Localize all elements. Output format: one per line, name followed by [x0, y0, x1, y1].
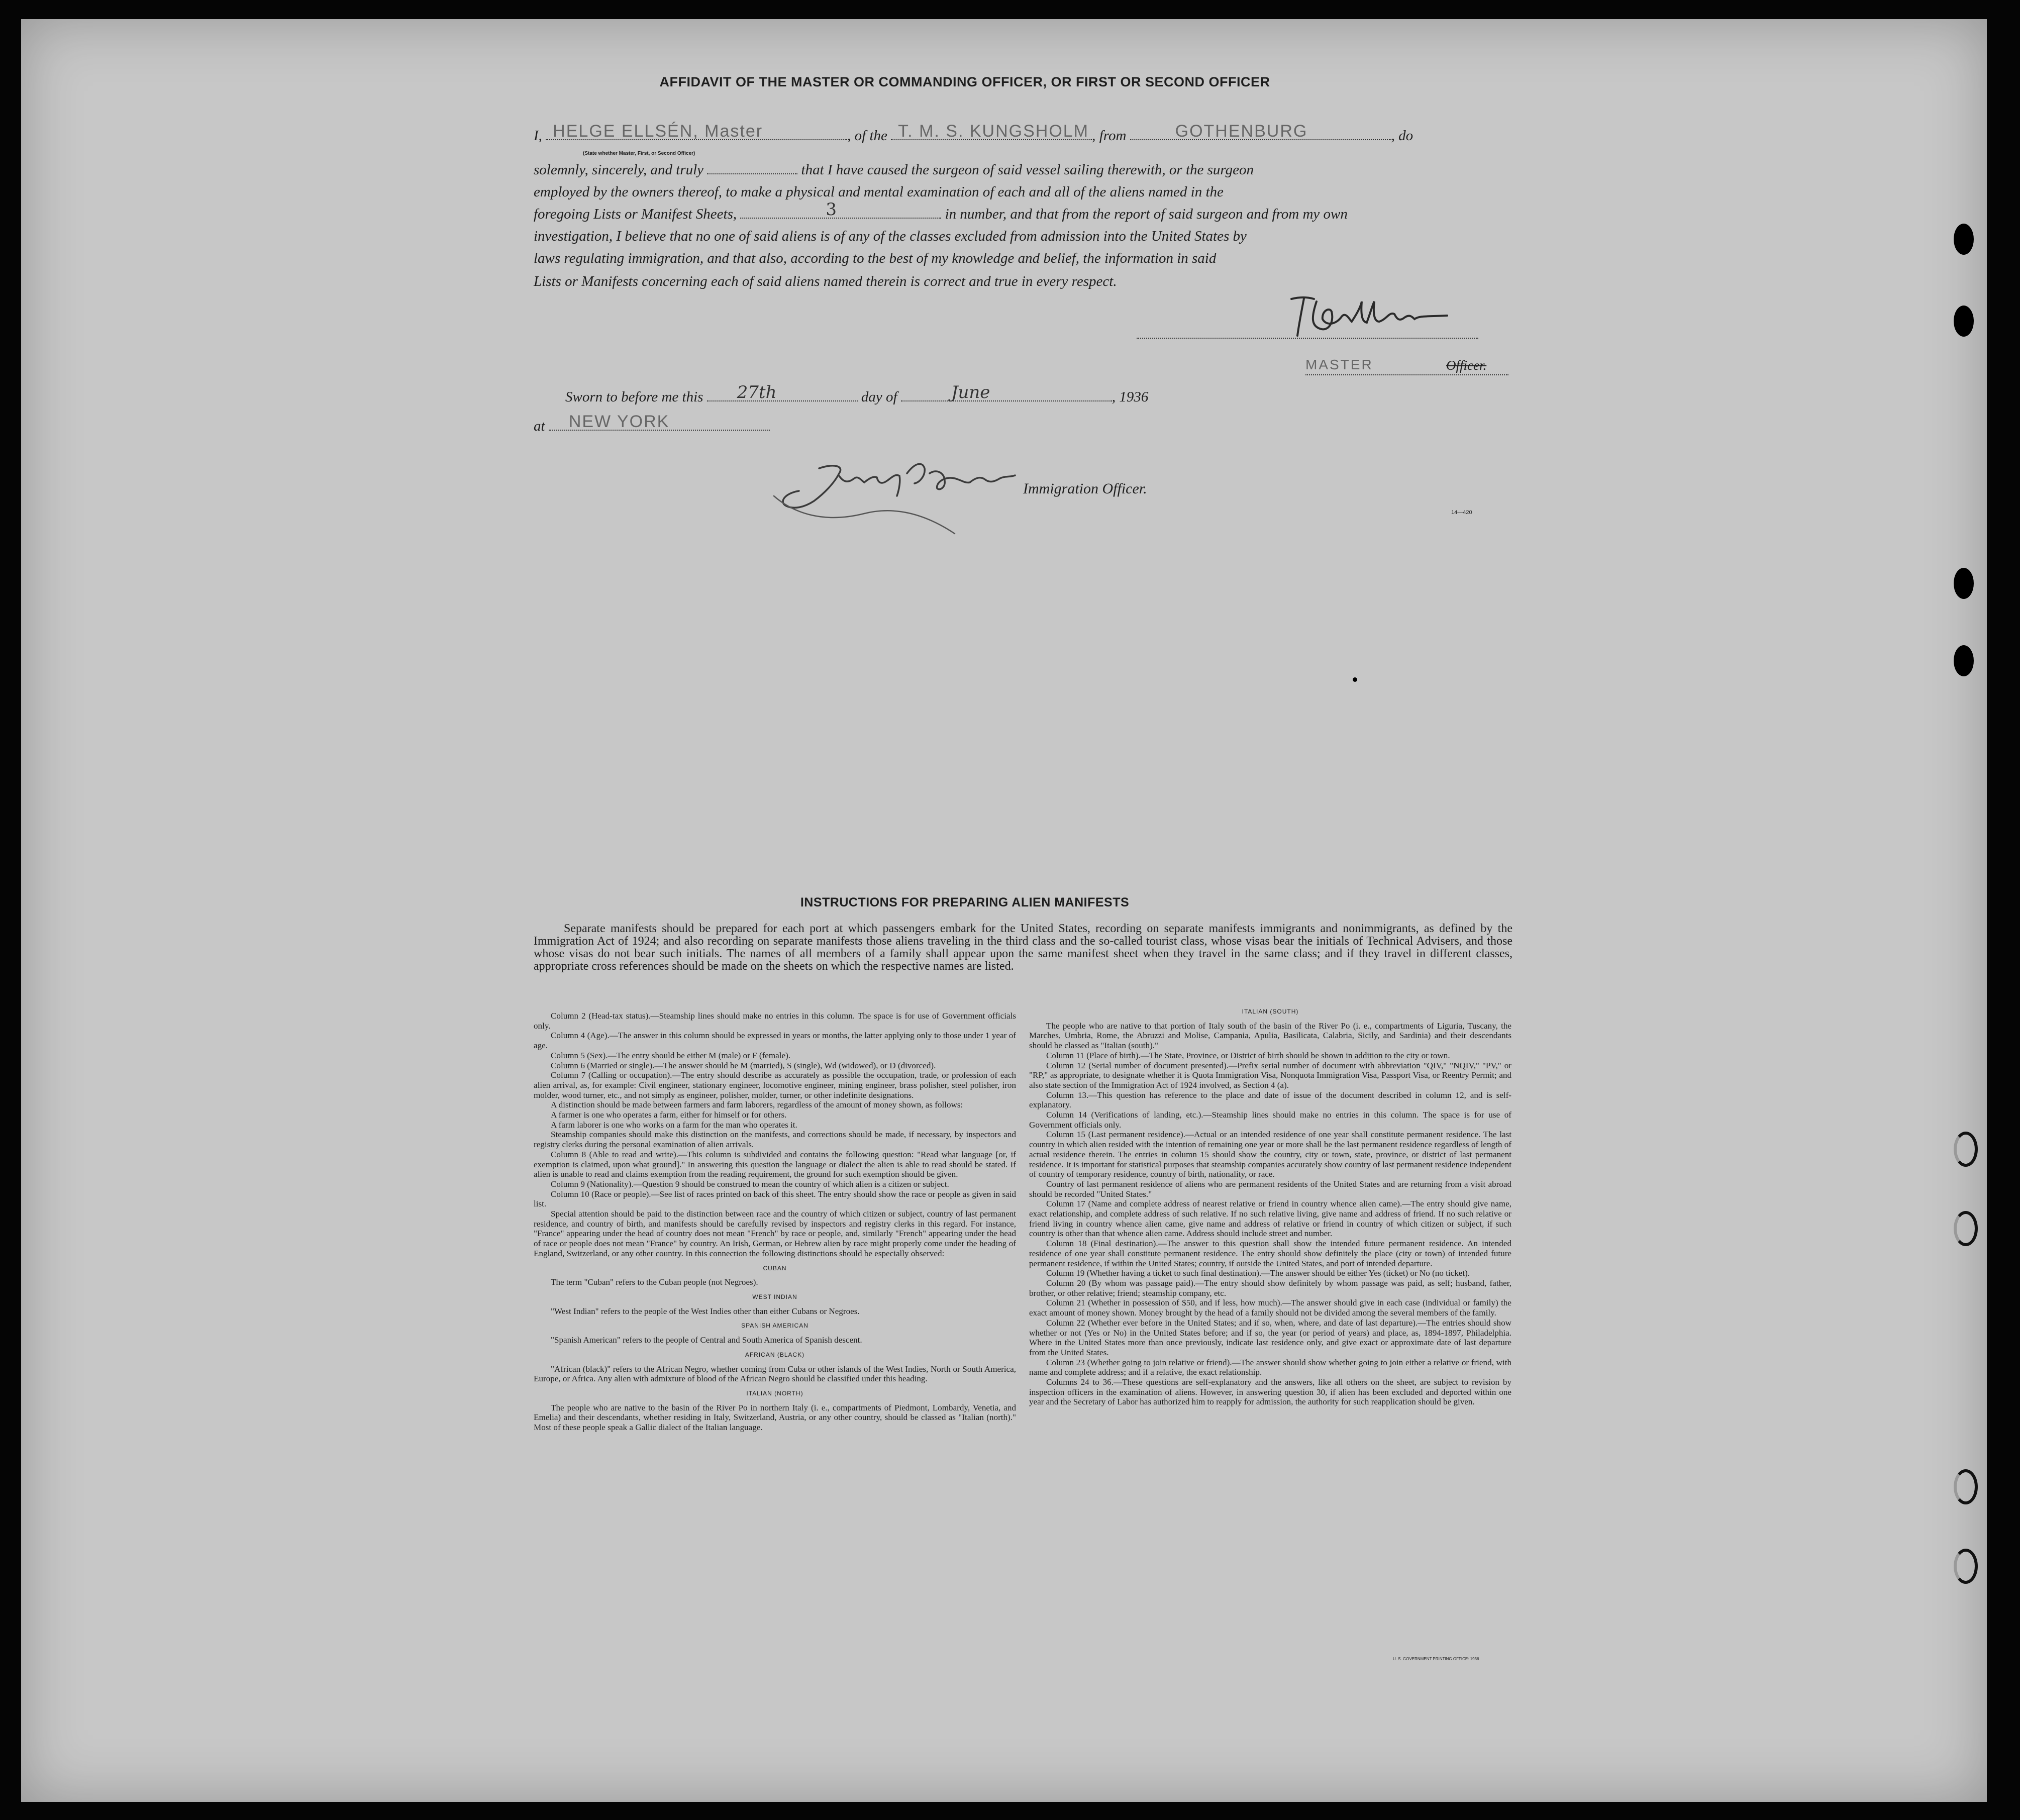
instructions-intro: Separate manifests should be prepared for each port at which passengers embark for the United States, recording on separate manifests immigrants and nonimmigrants, as defined by the Immigration Act of 1924; and also recording on separate manifests those aliens traveling in the third class and the so-called tourist class, whose visas bear the initials of Technical Advisers, and those whose visas do not bear such initials. The names of all members of a family shall appear upon the same manifest sheet when they travel in the same class; and if they travel in different classes, appropriate cross references should be made on the sheets on which the respective names are listed.	[534, 922, 1512, 973]
instructions-right-column	[1029, 1007, 1511, 1407]
binder-hole-outline	[1954, 1469, 1978, 1504]
affidavit-title: AFFIDAVIT OF THE MASTER OR COMMANDING OFFICER, OR FIRST OR SECOND OFFICER	[659, 74, 1270, 89]
affidavit-line-4: foregoing Lists or Manifest Sheets, 3 in number, and that from the report of said surgeon and from my own	[534, 199, 1348, 222]
master-signature	[1286, 291, 1457, 344]
immigration-officer-signature	[764, 453, 1045, 541]
instruction-paragraph: The people who are native to the basin of the River Po in northern Italy (i. e., compartments of Piedmont, Lombardy, Venetia, and Emelia) and their descendants, whether residing in Italy, Switzerland, Austria, or any other country, should be classed as "Italian (north)." Most of these people speak a Gallic dialect of the Italian language.	[534, 1402, 1016, 1433]
instruction-paragraph: Column 15 (Last permanent residence).—Actual or an intended residence of one year shall constitute permanent residence. The last country in which alien resided with the intention of remaining one year or more shall be the last permanent residence regardless of length of actual residence therein. The entries in column 15 should show the country, city or town, state, province, or district of last permanent residence. It is important for statistical purposes that steamship companies accurately show country of last permanent residence independent of country of temporary residence, country of birth, nationality, or race.	[1029, 1130, 1511, 1179]
instruction-paragraph: Column 20 (By whom was passage paid).—The entry should show definitely by whom passage was paid, as self; husband, father, brother, or other relative; friend; steamship company, etc.	[1029, 1278, 1511, 1298]
section-heading-cuban: CUBAN	[763, 1264, 787, 1272]
instruction-paragraph: A farm laborer is one who works on a farm for the man who operates it.	[551, 1120, 797, 1130]
sheet-count-field: 3	[826, 199, 837, 220]
ink-spot	[1353, 677, 1357, 682]
instruction-paragraph: "West Indian" refers to the people of the West Indies other than either Cubans or Negroes.	[551, 1306, 860, 1316]
section-heading-african: AFRICAN (BLACK)	[745, 1351, 805, 1358]
instruction-paragraph: Column 9 (Nationality).—Question 9 should be construed to mean the country of which alien is a citizen or subject.	[551, 1179, 949, 1189]
master-rule	[1305, 374, 1508, 375]
instruction-paragraph: Column 2 (Head-tax status).—Steamship lines should make no entries in this column. The space is for use of Government officials only.	[534, 1011, 1016, 1031]
instruction-paragraph: Column 10 (Race or people).—See list of races printed on back of this sheet. The entry should show the race or people as given in said list.	[534, 1189, 1016, 1209]
officer-label: Officer.	[1446, 358, 1487, 373]
affidavit-line-1: I, HELGE ELLSÉN, Master , of the T. M. S. KUNGSHOLM , from GOTHENBURG , do	[534, 122, 1413, 144]
affidavit-line-7: Lists or Manifests concerning each of said aliens named therein is correct and true in every respect.	[534, 273, 1117, 289]
instruction-paragraph: Column 19 (Whether having a ticket to such final destination).—The answer should be either Yes (ticket) or No (no ticket).	[1046, 1268, 1470, 1278]
instruction-paragraph: Columns 24 to 36.—These questions are self-explanatory and the answers, like all others on the sheet, are subject to revision by inspection officers in the examination of aliens. However, in answering question 30, if alien has been excluded and deported within one year and the Secretary of Labor has authorized him to reapply for admission, the authority for such reapplication should be given.	[1029, 1377, 1511, 1407]
binder-hole-outline	[1954, 1211, 1978, 1246]
binder-hole-outline	[1954, 1132, 1978, 1167]
master-signature-mark	[1286, 291, 1457, 342]
sworn-month-field: June	[951, 382, 990, 402]
section-heading-spanish-american: SPANISH AMERICAN	[741, 1322, 809, 1330]
instruction-paragraph: Column 23 (Whether going to join relative or friend).—The answer should show whether going to join either a relative or friend, with name and complete address; and if a relative, the exact relationship.	[1029, 1357, 1511, 1377]
immigration-officer-signature-mark	[764, 453, 1045, 539]
instruction-paragraph: Column 17 (Name and complete address of nearest relative or friend in country whence alien came).—The entry should give name, exact relationship, and complete address of such relative. If no such relative living, give name and address of friend. If no such relative or friend living in country whence alien came, give name and address of relative or friend in country of which citizen or subject, if such country is other than that whence alien came. Address should include street and number.	[1029, 1199, 1511, 1239]
master-name-field: HELGE ELLSÉN, Master	[553, 122, 763, 141]
instruction-paragraph: A distinction should be made between farmers and farm laborers, regardless of the amount of money shown, as follows:	[551, 1100, 963, 1110]
instruction-paragraph: Column 18 (Final destination).—The answer to this question shall show the intended future permanent residence. An intended residence of one year shall constitute permanent residence. The entry should show definitely the place (city or town) of intended future permanent residence, if within the United States; country, if outside the United States, and port of intended departure.	[1029, 1239, 1511, 1268]
sworn-place-field: NEW YORK	[568, 412, 670, 431]
affidavit-line-2: solemnly, sincerely, and truly that I have caused the surgeon of said vessel sailing therewith, or the surgeon	[534, 162, 1254, 178]
instruction-paragraph: Steamship companies should make this distinction on the manifests, and corrections should be made, if necessary, by inspectors and registry clerks during the personal examination of alien arrivals.	[534, 1130, 1016, 1150]
binder-hole	[1954, 306, 1974, 337]
instruction-paragraph: Country of last permanent residence of aliens who are permanent residents of the United States and are returning from a visit abroad should be recorded "United States."	[1029, 1179, 1511, 1199]
instruction-paragraph: The term "Cuban" refers to the Cuban people (not Negroes).	[551, 1277, 758, 1287]
instruction-paragraph: The people who are native to that portion of Italy south of the basin of the River Po (i. e., compartments of Liguria, Tuscany, the Marches, Umbria, Rome, the Abruzzi and Molise, Campania, Apulia, Basilicata, Calabria, Sicily, and Sardinia) and their descendants should be classed as "Italian (south)."	[1029, 1021, 1511, 1051]
instruction-paragraph: Column 5 (Sex).—The entry should be either M (male) or F (female).	[551, 1050, 791, 1060]
instructions-title: INSTRUCTIONS FOR PREPARING ALIEN MANIFESTS	[800, 895, 1130, 909]
form-number: 14—420	[1451, 510, 1472, 516]
affidavit-line-5: investigation, I believe that no one of said aliens is of any of the classes excluded from admission into the United States by	[534, 228, 1247, 244]
binder-hole-outline	[1954, 1549, 1978, 1584]
state-note: (State whether Master, First, or Second Officer)	[583, 151, 695, 156]
instructions-left-column	[534, 1011, 1016, 1433]
print-office-imprint: U. S. GOVERNMENT PRINTING OFFICE: 1936	[1393, 1657, 1479, 1661]
master-label: MASTER	[1305, 357, 1373, 372]
sworn-day-field: 27th	[737, 382, 777, 402]
instruction-paragraph: Column 4 (Age).—The answer in this column should be expressed in years or months, the latter applying only to those under 1 year of age.	[534, 1031, 1016, 1051]
instruction-paragraph: A farmer is one who operates a farm, either for himself or for others.	[551, 1110, 787, 1120]
instruction-paragraph: Column 8 (Able to read and write).—This column is subdivided and contains the following question: "Read what language [or, if exemption is claimed, upon what ground]." In answering this question the language or dialect the alien is able to read should be stated. If alien is unable to read and claims exemption from the reading requirement, the ground for such exemption should be given.	[534, 1149, 1016, 1179]
ship-name-field: T. M. S. KUNGSHOLM	[898, 122, 1089, 141]
binder-hole	[1954, 224, 1974, 255]
instruction-paragraph: Special attention should be paid to the distinction between race and the country of which citizen or subject, country of last permanent residence, and country of birth, and manifests should be carefully revised by inspectors and registry clerks in this regard. For instance, "France" appearing under the head of country does not mean "French" by race or people, and, similarly "French" appearing under the head of race or people does not mean "France" by country. An Irish, German, or Hebrew alien by race might properly come under the heading of England, Switzerland, or any other country. In this connection the following distinctions should be especially observed:	[534, 1209, 1016, 1258]
master-signature-line	[1137, 338, 1478, 339]
sworn-at-line: at NEW YORK	[534, 416, 1513, 436]
affidavit-line-3: employed by the owners thereof, to make a physical and mental examination of each and all of the aliens named in the	[534, 184, 1224, 200]
binder-hole	[1954, 645, 1974, 676]
binder-hole	[1954, 568, 1974, 599]
section-heading-italian-north: ITALIAN (NORTH)	[746, 1389, 803, 1397]
instruction-paragraph: Column 14 (Verifications of landing, etc.).—Steamship lines should make no entries in this column. The space is for use of Government officials only.	[1029, 1110, 1511, 1130]
instruction-paragraph: Column 6 (Married or single).—The answer should be M (married), S (single), Wd (widowed), or D (divorced).	[551, 1060, 936, 1070]
section-heading-west-indian: WEST INDIAN	[752, 1293, 797, 1300]
sworn-line: Sworn to before me this 27th day of June , 1936	[565, 382, 1149, 405]
instruction-paragraph: Column 11 (Place of birth).—The State, Province, or District of birth should be shown in addition to the city or town.	[1046, 1050, 1450, 1060]
instruction-paragraph: Column 12 (Serial number of document presented).—Prefix serial number of document with abbreviation "QIV," "NQIV," "PV," or "RP," as appropriate, to designate whether it is Quota Immigration Visa, Nonquota Immigration Visa, Passport Visa, or Reentry Permit; and also state section of the Immigration Act of 1924 involved, as Section 4 (a).	[1029, 1060, 1511, 1090]
instruction-paragraph: Column 21 (Whether in possession of $50, and if less, how much).—The answer should give in each case (individual or family) the exact amount of money shown. Money brought by the head of a family should not be divided among the several members of the family.	[1029, 1298, 1511, 1318]
instruction-paragraph: Column 13.—This question has reference to the place and date of issue of the document described in column 12, and is self-explanatory.	[1029, 1090, 1511, 1110]
instruction-paragraph: "African (black)" refers to the African Negro, whether coming from Cuba or other islands of the West Indies, North or South America, Europe, or Africa. Any alien with admixture of blood of the African Negro should be classified under this heading.	[534, 1364, 1016, 1384]
port-field: GOTHENBURG	[1175, 122, 1308, 141]
instruction-paragraph: Column 7 (Calling or occupation).—The entry should describe as accurately as possible the occupation, trade, or profession of each alien arrival, as, for example: Civil engineer, stationary engineer, locomotive engineer, mining engineer, brass polisher, steel polisher, iron molder, wood turner, etc., and not simply as engineer, polisher, molder, turner, or other indefinite designations.	[534, 1070, 1016, 1100]
immigration-officer-label: Immigration Officer.	[1023, 480, 1147, 497]
section-heading-italian-south: ITALIAN (SOUTH)	[1242, 1008, 1299, 1015]
instruction-paragraph: Column 22 (Whether ever before in the United States; and if so, when, where, and date of last departure).—The entries should show whether or not (Yes or No) in the United States before; and if so, the year (or period of years) and place, as, 1894-1897, Philadelphia. Where in the United States more than once previously, indicate last residence only, and give exact or approximate date of last departure from the United States.	[1029, 1318, 1511, 1357]
instruction-paragraph: "Spanish American" refers to the people of Central and South America of Spanish descent.	[551, 1335, 862, 1345]
affidavit-line-6: laws regulating immigration, and that also, according to the best of my knowledge and belief, the information in said	[534, 250, 1217, 266]
